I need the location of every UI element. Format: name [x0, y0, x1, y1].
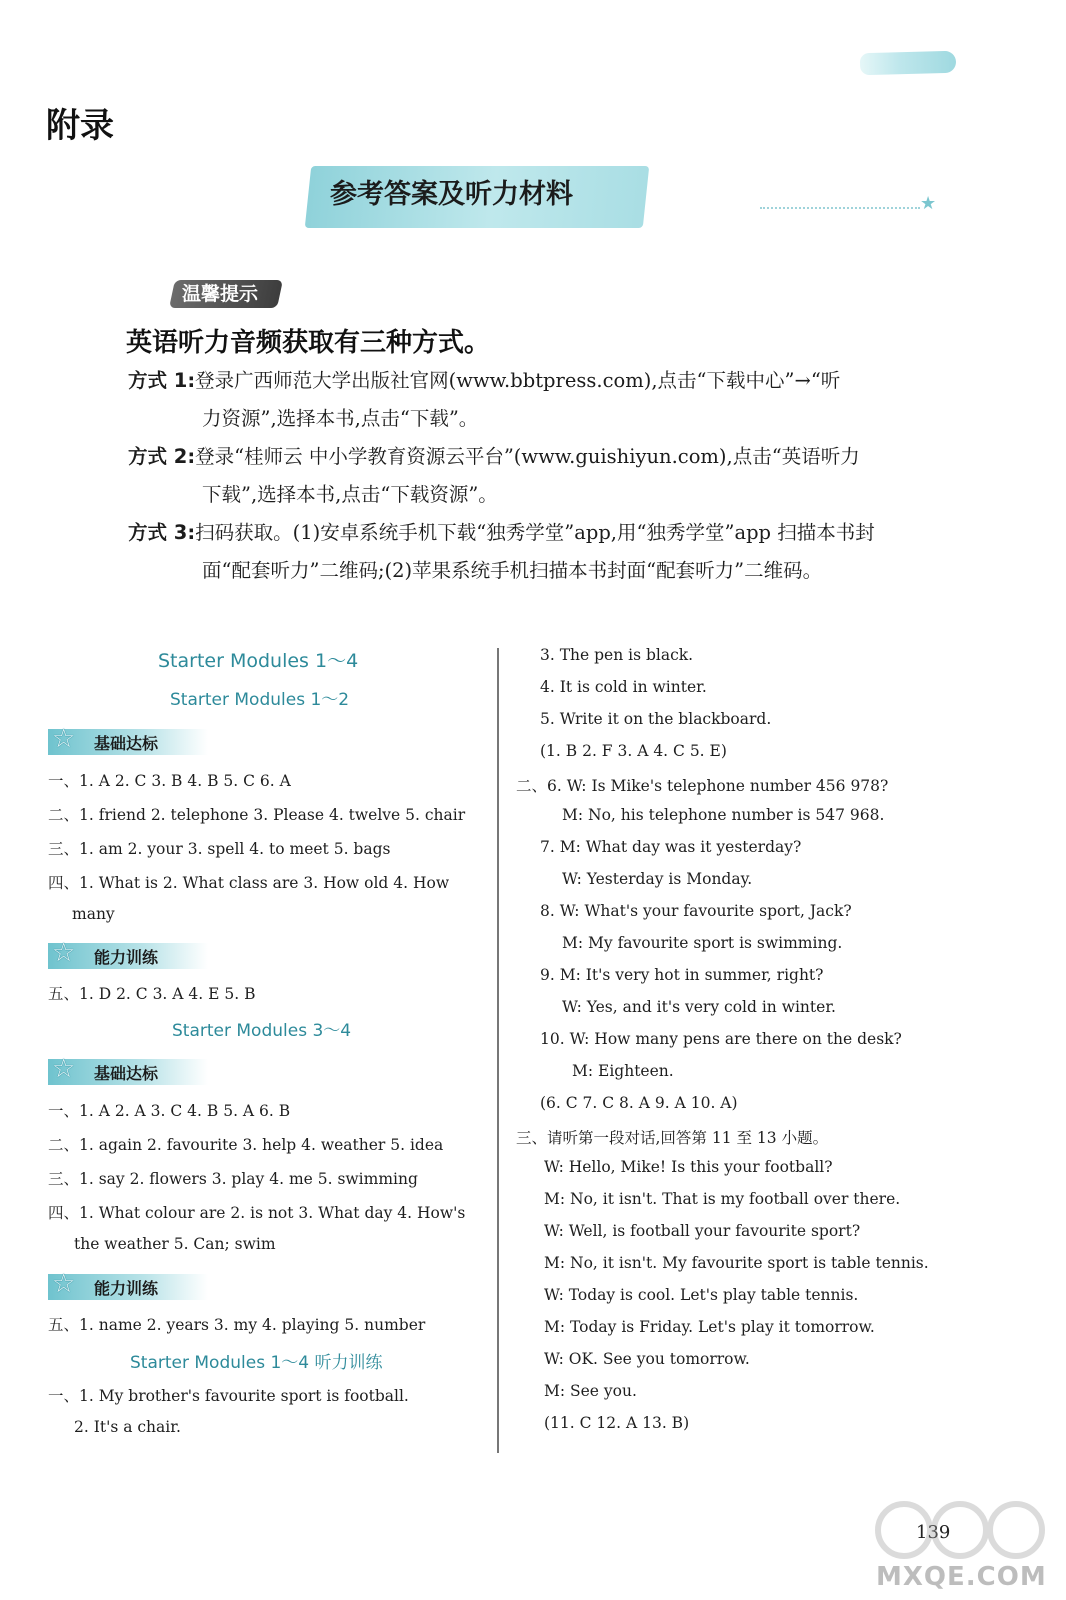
- section-basic: [48, 1054, 208, 1085]
- script-line: M: Today is Friday. Let's play it tomorrow.: [544, 1318, 875, 1336]
- page-number: 139: [916, 1522, 951, 1543]
- answer-line: 一、1. A 2. A 3. C 4. B 5. A 6. B: [48, 1102, 291, 1120]
- script-line: 7. M: What day was it yesterday?: [540, 838, 802, 856]
- answer-line: (6. C 7. C 8. A 9. A 10. A): [540, 1094, 738, 1112]
- star-icon: ☆: [52, 724, 76, 754]
- answer-line: many: [72, 905, 115, 923]
- appendix-title: 附录: [46, 106, 114, 146]
- script-line: M: See you.: [544, 1382, 637, 1400]
- method-text: 面“配套听力”二维码;(2)苹果系统手机扫描本书封面“配套听力”二维码。: [202, 559, 823, 582]
- script-line: 10. W: How many pens are there on the desk?: [540, 1030, 902, 1048]
- section-label: 能力训练: [94, 1279, 159, 1298]
- banner-title: 参考答案及听力材料: [330, 179, 573, 210]
- script-line: M: No, his telephone number is 547 968.: [562, 806, 885, 824]
- tip-badge-label: 温馨提示: [182, 283, 259, 305]
- answer-line: 四、1. What is 2. What class are 3. How old 4. How: [48, 874, 450, 892]
- section-ability: [48, 938, 208, 969]
- script-line: M: My favourite sport is swimming.: [562, 934, 843, 952]
- tip-intro: 英语听力音频获取有三种方式。: [126, 328, 491, 358]
- script-line: 二、6. W: Is Mike's telephone number 456 978?: [516, 777, 889, 795]
- script-line: M: Eighteen.: [572, 1062, 674, 1080]
- script-line: 8. W: What's your favourite sport, Jack?: [540, 902, 852, 920]
- answer-line: 一、1. A 2. C 3. B 4. B 5. C 6. A: [48, 772, 291, 790]
- banner-dotted-line: [760, 207, 920, 209]
- answer-line: 一、1. My brother's favourite sport is football.: [48, 1387, 409, 1405]
- method-label: 方式 2:: [128, 445, 196, 468]
- section-label: 基础达标: [94, 734, 159, 753]
- script-line: 3. The pen is black.: [540, 646, 694, 664]
- answer-line: (11. C 12. A 13. B): [544, 1414, 690, 1432]
- method-3: [128, 514, 948, 590]
- answer-line: the weather 5. Can; swim: [74, 1235, 276, 1253]
- script-line: 三、请听第一段对话,回答第 11 至 13 小题。: [516, 1129, 829, 1147]
- script-line: W: Well, is football your favourite sport?: [544, 1222, 861, 1240]
- method-text: 下载”,选择本书,点击“下载资源”。: [202, 483, 498, 506]
- module-subheading: Starter Modules 1～4 听力训练: [130, 1353, 383, 1373]
- section-label: 能力训练: [94, 948, 159, 967]
- star-icon: ★: [920, 193, 937, 214]
- script-line: 5. Write it on the blackboard.: [540, 710, 772, 728]
- script-line: W: Yes, and it's very cold in winter.: [562, 998, 836, 1016]
- answer-line: 二、1. friend 2. telephone 3. Please 4. twelve 5. chair: [48, 806, 466, 824]
- method-1: [128, 362, 948, 438]
- answer-line: 五、1. D 2. C 3. A 4. E 5. B: [48, 985, 256, 1003]
- module-subheading: Starter Modules 3～4: [172, 1021, 352, 1041]
- script-line: W: Yesterday is Monday.: [562, 870, 753, 888]
- decorative-brush-stroke: [860, 51, 957, 76]
- method-text: 登录广西师范大学出版社官网(www.bbtpress.com),点击“下载中心”→“听: [195, 369, 841, 392]
- method-text: 扫码获取。(1)安卓系统手机下载“独秀学堂”app,用“独秀学堂”app 扫描本书封: [195, 521, 875, 544]
- answer-line: 五、1. name 2. years 3. my 4. playing 5. number: [48, 1316, 426, 1334]
- answer-line: 二、1. again 2. favourite 3. help 4. weather 5. idea: [48, 1136, 444, 1154]
- section-ability: [48, 1269, 208, 1300]
- star-icon: ☆: [52, 1269, 76, 1299]
- answer-line: 四、1. What colour are 2. is not 3. What day 4. How's: [48, 1204, 466, 1222]
- method-2: [128, 438, 948, 514]
- method-text: 力资源”,选择本书,点击“下载”。: [202, 407, 479, 430]
- script-line: 4. It is cold in winter.: [540, 678, 707, 696]
- script-line: W: Hello, Mike! Is this your football?: [544, 1158, 833, 1176]
- script-line: W: Today is cool. Let's play table tennis.: [544, 1286, 859, 1304]
- answer-line: 三、1. am 2. your 3. spell 4. to meet 5. bags: [48, 840, 391, 858]
- answer-line: 三、1. say 2. flowers 3. play 4. me 5. swimming: [48, 1170, 418, 1188]
- method-text: 登录“桂师云 中小学教育资源云平台”(www.guishiyun.com),点击“英语听力: [195, 445, 860, 468]
- star-icon: ☆: [52, 938, 76, 968]
- section-label: 基础达标: [94, 1064, 159, 1083]
- script-line: M: No, it isn't. That is my football over there.: [544, 1190, 901, 1208]
- method-label: 方式 3:: [128, 521, 196, 544]
- script-line: W: OK. See you tomorrow.: [544, 1350, 750, 1368]
- script-line: M: No, it isn't. My favourite sport is table tennis.: [544, 1254, 929, 1272]
- answer-line: 2. It's a chair.: [74, 1418, 181, 1436]
- method-label: 方式 1:: [128, 369, 196, 392]
- script-line: 9. M: It's very hot in summer, right?: [540, 966, 824, 984]
- star-icon: ☆: [52, 1054, 76, 1084]
- module-heading: Starter Modules 1～4: [158, 650, 359, 672]
- module-subheading: Starter Modules 1～2: [170, 690, 350, 710]
- answer-line: (1. B 2. F 3. A 4. C 5. E): [540, 742, 727, 760]
- watermark-text: MXQE.COM: [876, 1562, 1047, 1592]
- column-divider: [497, 648, 499, 1453]
- section-basic: [48, 724, 208, 755]
